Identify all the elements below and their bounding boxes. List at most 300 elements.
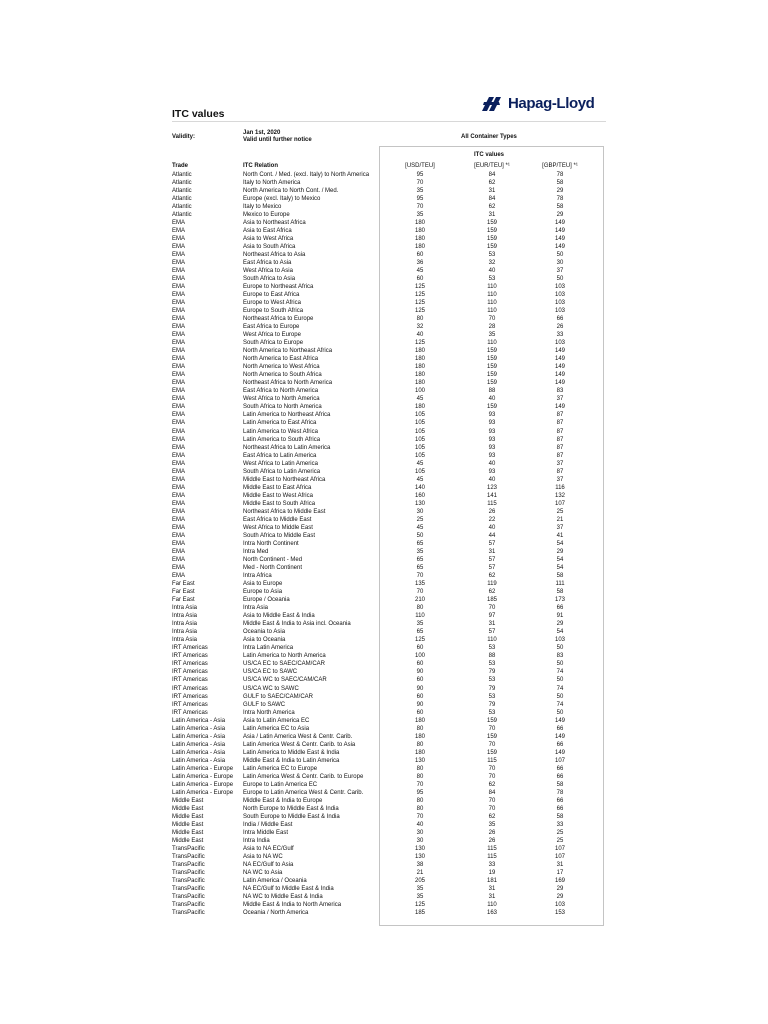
trade-cell: EMA <box>172 275 186 282</box>
eur-cell: 26 <box>488 830 496 837</box>
gbp-cell: 111 <box>555 581 565 588</box>
trade-cell: Middle East <box>172 838 204 845</box>
eur-cell: 53 <box>488 693 496 700</box>
eur-cell: 115 <box>487 757 497 764</box>
usd-cell: 60 <box>416 275 424 282</box>
column-header-relation: ITC Relation <box>243 163 279 169</box>
relation-cell: Mexico to Europe <box>243 211 290 218</box>
table-row <box>0 468 768 476</box>
usd-cell: 70 <box>416 179 424 186</box>
table-row <box>0 428 768 436</box>
trade-cell: EMA <box>172 332 186 339</box>
relation-cell: Europe to South Africa <box>243 308 304 315</box>
gbp-cell: 78 <box>556 195 564 202</box>
relation-cell: Europe to Latin America EC <box>243 781 318 788</box>
trade-cell: Latin America - Asia <box>172 749 226 756</box>
eur-cell: 159 <box>486 404 497 411</box>
table-row <box>0 540 768 548</box>
trade-cell: Atlantic <box>172 179 192 186</box>
trade-cell: EMA <box>172 557 186 563</box>
gbp-cell: 66 <box>556 797 564 804</box>
usd-cell: 80 <box>416 805 424 812</box>
gbp-cell: 66 <box>556 805 564 812</box>
usd-cell: 105 <box>414 452 425 459</box>
eur-cell: 185 <box>486 597 497 604</box>
relation-cell: North America to East Africa <box>243 356 319 363</box>
eur-cell: 70 <box>488 773 496 780</box>
trade-cell: EMA <box>172 484 186 491</box>
table-row <box>0 283 768 291</box>
relation-cell: Asia / Latin America West & Centr. Carib. <box>243 733 353 740</box>
relation-cell: North America to South Africa <box>243 372 322 379</box>
usd-cell: 35 <box>416 621 424 628</box>
table-row <box>0 765 768 773</box>
usd-cell: 140 <box>414 484 425 491</box>
gbp-cell: 149 <box>554 364 565 371</box>
relation-cell: NA WC to Asia <box>243 870 283 877</box>
eur-cell: 93 <box>488 412 496 419</box>
trade-cell: EMA <box>172 500 186 507</box>
eur-cell: 31 <box>488 548 496 555</box>
trade-cell: Latin America - Europe <box>172 773 234 780</box>
trade-cell: EMA <box>172 259 186 266</box>
trade-cell: Latin America - Asia <box>172 717 226 724</box>
usd-cell: 125 <box>414 902 425 909</box>
usd-cell: 180 <box>414 404 425 411</box>
relation-cell: Asia to Europe <box>243 581 283 588</box>
eur-cell: 62 <box>488 589 496 596</box>
document-title: ITC values <box>172 108 225 120</box>
gbp-cell: 149 <box>554 372 565 379</box>
trade-cell: Latin America - Asia <box>172 733 226 740</box>
eur-cell: 159 <box>486 356 497 363</box>
relation-cell: Latin America to East Africa <box>243 420 317 427</box>
relation-cell: Latin America to North America <box>243 653 326 660</box>
relation-cell: Middle East & India to Latin America <box>243 757 340 764</box>
trade-cell: EMA <box>172 573 186 580</box>
table-row <box>0 251 768 259</box>
trade-cell: EMA <box>172 460 186 467</box>
usd-cell: 95 <box>416 171 424 178</box>
table-row <box>0 853 768 861</box>
eur-cell: 115 <box>487 846 497 853</box>
eur-cell: 32 <box>488 259 496 266</box>
gbp-cell: 17 <box>556 870 564 877</box>
relation-cell: North Europe to Middle East & India <box>243 805 339 812</box>
usd-cell: 70 <box>416 781 424 788</box>
eur-cell: 26 <box>488 508 496 515</box>
trade-cell: Far East <box>172 597 195 604</box>
relation-cell: East Africa to Asia <box>243 259 292 266</box>
table-row <box>0 709 768 717</box>
eur-cell: 40 <box>488 396 496 403</box>
gbp-cell: 50 <box>556 677 564 684</box>
relation-cell: Middle East to South Africa <box>243 500 316 507</box>
gbp-cell: 37 <box>556 524 564 531</box>
trade-cell: EMA <box>172 532 186 539</box>
usd-cell: 70 <box>416 203 424 210</box>
relation-cell: Northeast Africa to North America <box>243 380 333 387</box>
gbp-cell: 107 <box>554 846 565 853</box>
gbp-cell: 78 <box>556 171 564 178</box>
eur-cell: 110 <box>487 902 497 909</box>
eur-cell: 33 <box>488 862 496 869</box>
trade-cell: Middle East <box>172 830 204 837</box>
eur-cell: 22 <box>488 516 496 523</box>
usd-cell: 105 <box>414 412 425 419</box>
relation-cell: Europe to East Africa <box>243 291 300 298</box>
table-row <box>0 227 768 235</box>
relation-cell: Northeast Africa to Middle East <box>243 508 326 515</box>
table-row <box>0 717 768 725</box>
gbp-cell: 58 <box>556 203 564 210</box>
trade-cell: EMA <box>172 565 186 572</box>
eur-cell: 110 <box>487 300 497 306</box>
gbp-cell: 91 <box>556 613 564 620</box>
usd-cell: 160 <box>414 492 425 499</box>
relation-cell: Asia to Latin America EC <box>243 717 310 724</box>
relation-cell: West Africa to Europe <box>243 332 301 339</box>
trade-cell: TransPacific <box>172 894 205 901</box>
trade-cell: TransPacific <box>172 878 205 885</box>
usd-cell: 45 <box>416 396 424 403</box>
usd-cell: 105 <box>414 444 425 451</box>
trade-cell: IRT Americas <box>172 685 208 692</box>
eur-cell: 26 <box>488 838 496 845</box>
table-row <box>0 588 768 596</box>
eur-cell: 70 <box>488 725 496 732</box>
eur-cell: 70 <box>488 765 496 772</box>
gbp-cell: 149 <box>554 243 565 250</box>
eur-cell: 159 <box>486 749 497 756</box>
usd-cell: 80 <box>416 605 424 612</box>
trade-cell: TransPacific <box>172 862 205 869</box>
usd-cell: 50 <box>416 532 424 539</box>
relation-cell: Latin America EC to Asia <box>243 725 310 732</box>
table-row <box>0 500 768 508</box>
table-row <box>0 387 768 395</box>
table-row <box>0 628 768 636</box>
table-row <box>0 436 768 444</box>
trade-cell: EMA <box>172 291 186 298</box>
table-row <box>0 323 768 331</box>
validity-label: Validity: <box>172 134 196 140</box>
gbp-cell: 149 <box>554 733 565 740</box>
gbp-cell: 30 <box>556 259 564 266</box>
usd-cell: 65 <box>416 540 424 547</box>
relation-cell: North America to West Africa <box>243 364 320 371</box>
eur-cell: 28 <box>488 324 496 331</box>
usd-cell: 100 <box>414 653 425 660</box>
relation-cell: Middle East to Northeast Africa <box>243 476 326 483</box>
eur-cell: 84 <box>488 171 496 178</box>
relation-cell: Europe to Northeast Africa <box>243 283 314 290</box>
usd-cell: 130 <box>414 500 425 507</box>
eur-cell: 159 <box>486 227 497 234</box>
gbp-cell: 25 <box>556 508 564 515</box>
trade-cell: IRT Americas <box>172 669 208 676</box>
gbp-cell: 87 <box>556 420 564 427</box>
usd-cell: 135 <box>414 581 425 588</box>
usd-cell: 180 <box>414 356 425 363</box>
trade-cell: EMA <box>172 251 186 258</box>
eur-cell: 70 <box>488 797 496 804</box>
trade-cell: IRT Americas <box>172 661 208 668</box>
usd-cell: 80 <box>416 725 424 732</box>
eur-cell: 163 <box>486 910 497 917</box>
usd-cell: 125 <box>414 291 425 298</box>
gbp-cell: 25 <box>556 838 564 845</box>
usd-cell: 180 <box>414 235 425 242</box>
trade-cell: Intra Asia <box>172 613 198 620</box>
usd-cell: 45 <box>416 476 424 483</box>
table-row <box>0 524 768 532</box>
relation-cell: Europe / Oceania <box>243 597 290 604</box>
trade-cell: Intra Asia <box>172 629 198 636</box>
gbp-cell: 58 <box>556 179 564 186</box>
eur-cell: 53 <box>488 251 496 258</box>
gbp-cell: 87 <box>556 428 564 435</box>
table-row <box>0 701 768 709</box>
relation-cell: Latin America EC to Europe <box>243 765 318 772</box>
eur-cell: 159 <box>486 243 497 250</box>
eur-cell: 115 <box>487 854 497 861</box>
table-row <box>0 861 768 869</box>
eur-cell: 79 <box>488 685 496 692</box>
eur-cell: 31 <box>488 187 496 194</box>
gbp-cell: 66 <box>556 773 564 780</box>
usd-cell: 70 <box>416 814 424 820</box>
trade-cell: TransPacific <box>172 854 205 861</box>
usd-cell: 130 <box>414 757 425 764</box>
usd-cell: 125 <box>414 300 425 306</box>
gbp-cell: 54 <box>556 629 564 636</box>
usd-cell: 180 <box>414 733 425 740</box>
gbp-cell: 58 <box>556 589 564 596</box>
trade-cell: Latin America - Asia <box>172 725 226 732</box>
brand-logo <box>480 95 594 112</box>
relation-cell: South Europe to Middle East & India <box>243 814 340 820</box>
relation-cell: Latin America to Northeast Africa <box>243 412 331 419</box>
table-row <box>0 572 768 580</box>
gbp-cell: 54 <box>556 565 564 572</box>
trade-cell: EMA <box>172 308 186 315</box>
relation-cell: India / Middle East <box>243 822 293 829</box>
relation-cell: Intra Asia <box>243 605 269 612</box>
hapag-lloyd-logo-icon <box>480 96 504 112</box>
usd-cell: 180 <box>414 372 425 379</box>
relation-cell: Asia to Northeast Africa <box>243 219 306 226</box>
trade-cell: TransPacific <box>172 846 205 853</box>
table-row <box>0 620 768 628</box>
relation-cell: Latin America West & Centr. Carib. to Europe <box>243 773 364 780</box>
relation-cell: South Africa to Middle East <box>243 532 316 539</box>
trade-cell: IRT Americas <box>172 653 208 660</box>
table-row <box>0 395 768 403</box>
trade-cell: Latin America - Europe <box>172 765 234 772</box>
gbp-cell: 103 <box>554 300 565 306</box>
table-row <box>0 307 768 315</box>
trade-cell: EMA <box>172 452 186 459</box>
usd-cell: 180 <box>414 717 425 724</box>
usd-cell: 95 <box>416 195 424 202</box>
trade-cell: EMA <box>172 420 186 427</box>
gbp-cell: 37 <box>556 476 564 483</box>
table-row <box>0 877 768 885</box>
eur-cell: 62 <box>488 781 496 788</box>
table-row <box>0 676 768 684</box>
eur-cell: 62 <box>488 203 496 210</box>
usd-cell: 105 <box>414 420 425 427</box>
eur-cell: 57 <box>488 557 496 563</box>
eur-cell: 44 <box>488 532 496 539</box>
trade-cell: Middle East <box>172 814 204 820</box>
relation-cell: Intra India <box>243 838 270 845</box>
gbp-cell: 29 <box>556 621 564 628</box>
usd-cell: 60 <box>416 251 424 258</box>
gbp-cell: 149 <box>554 227 565 234</box>
eur-cell: 115 <box>487 500 497 507</box>
table-row <box>0 829 768 837</box>
usd-cell: 40 <box>416 822 424 829</box>
gbp-cell: 26 <box>556 324 564 331</box>
trade-cell: EMA <box>172 540 186 547</box>
usd-cell: 180 <box>414 243 425 250</box>
usd-cell: 180 <box>414 348 425 355</box>
relation-cell: Italy to North America <box>243 179 301 186</box>
relation-cell: Asia to Oceania <box>243 637 286 644</box>
relation-cell: North America to Northeast Africa <box>243 348 333 355</box>
table-row <box>0 532 768 540</box>
gbp-cell: 29 <box>556 187 564 194</box>
eur-cell: 110 <box>487 283 497 290</box>
eur-cell: 123 <box>486 484 497 491</box>
eur-cell: 93 <box>488 436 496 443</box>
relation-cell: Middle East & India to North America <box>243 902 342 909</box>
relation-cell: West Africa to Latin America <box>243 460 318 467</box>
relation-cell: Asia to South Africa <box>243 243 296 250</box>
usd-cell: 65 <box>416 565 424 572</box>
table-row <box>0 339 768 347</box>
usd-cell: 35 <box>416 548 424 555</box>
relation-cell: Intra Middle East <box>243 830 289 837</box>
table-row <box>0 195 768 203</box>
table-row <box>0 363 768 371</box>
trade-cell: IRT Americas <box>172 645 208 652</box>
relation-cell: Europe to Latin America West & Centr. Carib. <box>243 789 364 796</box>
trade-cell: Intra Asia <box>172 637 198 644</box>
eur-cell: 84 <box>488 195 496 202</box>
trade-cell: EMA <box>172 372 186 379</box>
relation-cell: Latin America to West Africa <box>243 428 318 435</box>
usd-cell: 30 <box>416 508 424 515</box>
trade-cell: Atlantic <box>172 171 192 178</box>
gbp-cell: 50 <box>556 661 564 668</box>
gbp-cell: 103 <box>554 283 565 290</box>
gbp-cell: 29 <box>556 548 564 555</box>
table-row <box>0 235 768 243</box>
relation-cell: East Africa to Middle East <box>243 516 312 523</box>
eur-cell: 79 <box>488 701 496 708</box>
usd-cell: 35 <box>416 211 424 218</box>
eur-cell: 53 <box>488 275 496 282</box>
eur-cell: 119 <box>487 581 497 588</box>
trade-cell: EMA <box>172 548 186 555</box>
table-row <box>0 203 768 211</box>
table-row <box>0 797 768 805</box>
trade-cell: EMA <box>172 380 186 387</box>
trade-cell: TransPacific <box>172 910 205 917</box>
relation-cell: South Africa to North America <box>243 404 322 411</box>
gbp-cell: 33 <box>556 332 564 339</box>
relation-cell: Northeast Africa to Europe <box>243 316 314 323</box>
eur-cell: 53 <box>488 645 496 652</box>
trade-cell: TransPacific <box>172 870 205 877</box>
eur-cell: 62 <box>488 814 496 820</box>
usd-cell: 35 <box>416 894 424 901</box>
table-row <box>0 685 768 693</box>
trade-cell: Intra Asia <box>172 605 198 612</box>
table-row <box>0 299 768 307</box>
usd-cell: 130 <box>414 854 425 861</box>
trade-cell: EMA <box>172 428 186 435</box>
table-row <box>0 660 768 668</box>
table-row <box>0 668 768 676</box>
usd-cell: 35 <box>416 187 424 194</box>
gbp-cell: 58 <box>556 814 564 820</box>
relation-cell: Middle East & India to Asia incl. Oceania <box>243 621 351 628</box>
relation-cell: Europe to Asia <box>243 589 283 596</box>
trade-cell: EMA <box>172 283 186 290</box>
gbp-cell: 87 <box>556 412 564 419</box>
relation-cell: South Africa to Latin America <box>243 468 321 475</box>
relation-cell: Asia to West Africa <box>243 235 294 242</box>
eur-cell: 40 <box>488 524 496 531</box>
relation-cell: Latin America to Middle East & India <box>243 749 340 756</box>
eur-cell: 35 <box>488 822 496 829</box>
table-row <box>0 331 768 339</box>
trade-cell: IRT Americas <box>172 693 208 700</box>
relation-cell: North America to North Cont. / Med. <box>243 187 339 194</box>
eur-cell: 31 <box>488 894 496 901</box>
table-row <box>0 869 768 877</box>
table-row <box>0 789 768 797</box>
table-row <box>0 267 768 275</box>
table-row <box>0 773 768 781</box>
table-row <box>0 636 768 644</box>
eur-cell: 79 <box>488 669 496 676</box>
trade-cell: IRT Americas <box>172 677 208 684</box>
usd-cell: 180 <box>414 749 425 756</box>
trade-cell: EMA <box>172 300 186 306</box>
gbp-cell: 66 <box>556 765 564 772</box>
table-row <box>0 757 768 765</box>
gbp-cell: 103 <box>554 308 565 315</box>
gbp-cell: 83 <box>556 388 564 395</box>
gbp-cell: 37 <box>556 396 564 403</box>
gbp-cell: 31 <box>556 862 564 869</box>
relation-cell: Latin America / Oceania <box>243 878 307 885</box>
table-row <box>0 749 768 757</box>
table-row <box>0 179 768 187</box>
usd-cell: 180 <box>414 364 425 371</box>
table-row <box>0 484 768 492</box>
usd-cell: 36 <box>416 259 424 266</box>
usd-cell: 105 <box>414 428 425 435</box>
relation-cell: Med - North Continent <box>243 565 303 572</box>
relation-cell: Asia to Middle East & India <box>243 613 315 620</box>
table-row <box>0 419 768 427</box>
